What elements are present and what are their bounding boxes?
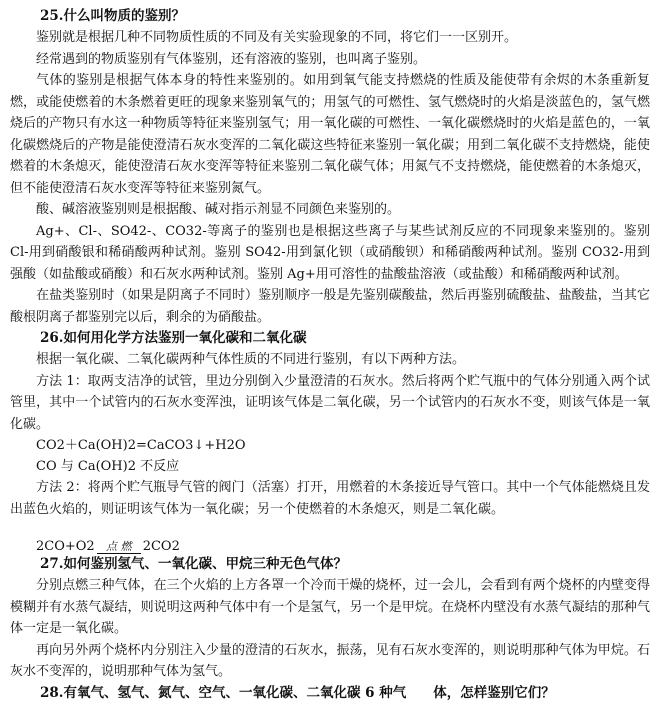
chemical-note: CO 与 Ca(OH)2 不反应 <box>36 459 180 474</box>
section-heading-28: 28.有氧气、氢气、氮气、空气、一氧化碳、二氧化碳 6 种气 体，怎样鉴别它们？ <box>40 684 555 701</box>
reaction-condition <box>97 541 141 554</box>
equation-reactants: 2CO+O2 <box>36 539 95 554</box>
equation-products: 2CO2 <box>142 539 180 554</box>
condition-label: 点 燃 <box>105 540 132 553</box>
paragraph: 方法 1：取两支洁净的试管，里边分别倒入少量澄清的石灰水。然后将两个贮气瓶中的气体分别通入两个试管里，其中一个试管内的石灰水变浑浊，证明该气体是二氧化碳，另一个试管内的石灰水不变，则该气体是一氧化碳。 <box>10 373 650 432</box>
paragraph: 气体的鉴别是根据气体本身的特性来鉴别的。如用到氧气能支持燃烧的性质及能使带有余烬的木条重新复燃，或能使燃着的木条燃着更旺的现象来鉴别氧气的；用氢气的可燃性、氢气燃烧时的火焰是淡蓝色的，氢气燃烧后的产物只有水这一种物质等特征来鉴别氢气；用一氧化碳的可燃性、一氧化碳燃烧时的火焰是蓝色的，一氧化碳燃烧后的产物是能使澄清石灰水变浑的二氧化碳这些特征来鉴别一氧化碳；用到二氧化碳不支持燃烧，能使燃着的木条熄灭，能使澄清石灰水变浑等特征来鉴别二氧化碳气体；用氮气不支持燃烧，能使燃着的木条熄灭，但不能使澄清石灰水变浑等特征来鉴别氮气。 <box>10 73 650 196</box>
paragraph: 根据一氧化碳、二氧化碳两种气体性质的不同进行鉴别，有以下两种方法。 <box>36 352 466 367</box>
paragraph: 在盐类鉴别时（如果是阴离子不同时）鉴别顺序一般是先鉴别碳酸盐，然后再鉴别硫酸盐、盐酸盐，当其它酸根阴离子都鉴别完以后，剩余的为硝酸盐。 <box>10 288 650 325</box>
section-heading-27: 27.如何鉴别氢气、一氧化碳、甲烷三种无色气体？ <box>40 556 347 572</box>
combustion-equation <box>36 520 650 554</box>
paragraph: 分别点燃三种气体，在三个火焰的上方各罩一个冷而干燥的烧杯，过一会儿，会看到有两个烧杯的内壁变得模糊并有水蒸气凝结，则说明这两种气体中有一个是氢气，另一个是甲烷。在烧杯内壁没有水蒸气凝结的那种气体一定是一氧化碳。 <box>10 578 650 636</box>
section-heading-25: 25.什么叫物质的鉴别？ <box>40 8 185 24</box>
document-page <box>10 6 650 704</box>
chemical-equation: CO2＋Ca(OH)2=CaCO3↓+H2O <box>36 438 246 453</box>
paragraph: 酸、碱溶液鉴别则是根据酸、碱对指示剂显不同颜色来鉴别的。 <box>36 202 401 217</box>
paragraph: 鉴别就是根据几种不同物质性质的不同及有关实验现象的不同，将它们一一区别开。 <box>36 30 518 45</box>
paragraph: Ag+、Cl-、SO42-、CO32-等离子的鉴别也是根据这些离子与某些试剂反应的不同现象来鉴别的。鉴别 Cl-用到硝酸银和稀硝酸两种试剂。鉴别 SO42-用到氯化钡（或硝酸钡）和稀硝酸两种试剂。鉴别 CO32-用到强酸（如盐酸或硝酸）和石灰水两种试剂。鉴别 Ag+用可溶性的盐酸盐溶液（或盐酸）和稀硝酸两种试剂。 <box>10 223 650 282</box>
paragraph: 经常遇到的物质鉴别有气体鉴别，还有溶液的鉴别，也叫离子鉴别。 <box>36 51 427 67</box>
paragraph: 方法 2：将两个贮气瓶导气管的阀门（活塞）打开，用燃着的木条接近导气管口。其中一个气体能燃烧且发出蓝色火焰的，则证明该气体为一氧化碳；另一个使燃着的木条熄灭，则是二氧化碳。 <box>10 480 650 517</box>
section-heading-26: 26.如何用化学方法鉴别一氧化碳和二氧化碳 <box>40 330 307 346</box>
paragraph: 再向另外两个烧杯内分别注入少量的澄清的石灰水，振荡，见有石灰水变浑的，则说明那种气体为甲烷。石灰水不变浑的，说明那种气体为氢气。 <box>10 642 650 679</box>
